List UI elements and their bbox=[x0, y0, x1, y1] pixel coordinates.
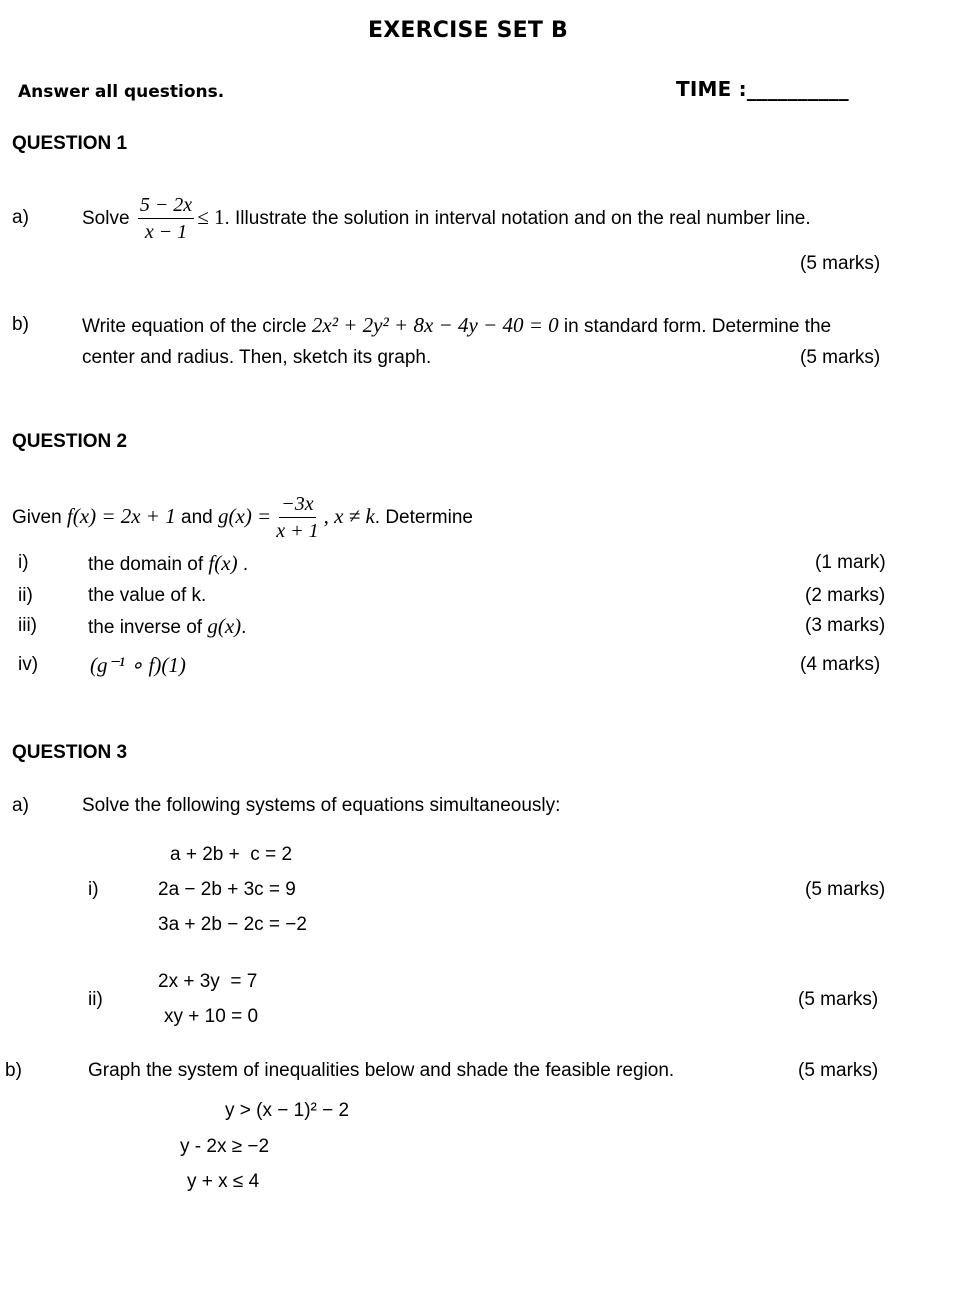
item-math bbox=[208, 551, 237, 575]
q2-item-marks: (1 mark) bbox=[815, 552, 886, 573]
question-2-heading: QUESTION 2 bbox=[12, 431, 128, 452]
q2-given-line bbox=[12, 484, 473, 550]
item-math-text: (g⁻¹ ∘ f)(1) bbox=[90, 653, 186, 677]
equation: xy + 10 = 0 bbox=[164, 1006, 259, 1027]
q3a-text: Solve the following systems of equations simultaneously: bbox=[82, 795, 561, 816]
q1a-solve: Solve bbox=[82, 208, 130, 229]
circle-equation-text: 2x² + 2y² + 8x − 4y − 40 = 0 bbox=[311, 313, 559, 337]
q3a-ii-marks: (5 marks) bbox=[798, 989, 879, 1010]
item-math-text: g(x) bbox=[207, 614, 242, 638]
q1b-text2: in standard form. Determine the bbox=[563, 316, 832, 337]
q1a-label: a) bbox=[12, 207, 29, 228]
g-denominator: x + 1 bbox=[276, 520, 319, 543]
inequality: y + x ≤ 4 bbox=[187, 1171, 260, 1192]
q2-item-text bbox=[88, 615, 246, 639]
f-definition-text: f(x) = 2x + 1 bbox=[66, 504, 176, 528]
fraction-numerator: 5 − 2x bbox=[138, 194, 194, 219]
q2-determine: . Determine bbox=[374, 507, 473, 528]
item-tail: . bbox=[237, 554, 249, 575]
question-1-heading: QUESTION 1 bbox=[12, 133, 128, 154]
item-text: the domain of bbox=[88, 554, 204, 575]
q1b-line2: center and radius. Then, sketch its graph. bbox=[82, 347, 432, 368]
item-text: the inverse of bbox=[88, 617, 203, 638]
equation: 2x + 3y = 7 bbox=[158, 971, 258, 992]
q2-item-label: iv) bbox=[18, 654, 39, 675]
q3a-ii-label: ii) bbox=[88, 989, 103, 1010]
q1a-fraction bbox=[138, 194, 194, 243]
item-tail: . bbox=[241, 617, 247, 638]
q2-item-marks: (4 marks) bbox=[800, 654, 881, 675]
q3b-text: Graph the system of inequalities below and shade the feasible region. bbox=[88, 1060, 675, 1081]
q3a-i-label: i) bbox=[88, 879, 99, 900]
q1a-marks: (5 marks) bbox=[800, 253, 881, 274]
f-definition bbox=[67, 504, 176, 528]
g-condition bbox=[324, 504, 375, 528]
q1b-line1 bbox=[82, 314, 831, 338]
inequality: y > (x − 1)² − 2 bbox=[225, 1100, 350, 1121]
time-blank: __________ bbox=[746, 77, 849, 101]
equation: a + 2b + c = 2 bbox=[170, 844, 293, 865]
q2-item-text bbox=[88, 552, 248, 576]
instruction: Answer all questions. bbox=[18, 82, 225, 102]
g-lhs-text: g(x) = bbox=[218, 504, 272, 528]
equation: 2a − 2b + 3c = 9 bbox=[158, 879, 296, 900]
circle-equation bbox=[312, 313, 559, 337]
g-lhs bbox=[218, 504, 271, 528]
q3b-label: b) bbox=[5, 1060, 22, 1081]
q1a-text bbox=[82, 185, 811, 251]
q1b-label: b) bbox=[12, 314, 29, 335]
q2-item-text: the value of k. bbox=[88, 585, 207, 606]
q3a-i-marks: (5 marks) bbox=[805, 879, 886, 900]
q1a-inequality: ≤ 1 bbox=[197, 205, 225, 229]
g-fraction bbox=[274, 493, 320, 542]
page-title: EXERCISE SET B bbox=[368, 18, 568, 43]
q2-and: and bbox=[181, 507, 213, 528]
fraction-denominator: x − 1 bbox=[144, 221, 188, 244]
g-condition-text: , x ≠ k bbox=[323, 504, 375, 528]
q2-item-label: ii) bbox=[18, 585, 33, 606]
q2-item-marks: (2 marks) bbox=[805, 585, 886, 606]
inequality: y - 2x ≥ −2 bbox=[180, 1136, 270, 1157]
q2-given: Given bbox=[12, 507, 62, 528]
q1b-text1: Write equation of the circle bbox=[82, 316, 307, 337]
q3a-label: a) bbox=[12, 795, 29, 816]
question-3-heading: QUESTION 3 bbox=[12, 742, 128, 763]
time-label: TIME : bbox=[676, 77, 747, 101]
g-numerator: −3x bbox=[279, 493, 315, 518]
item-math-text: f(x) bbox=[208, 551, 238, 575]
q1b-marks: (5 marks) bbox=[800, 347, 881, 368]
q2-item-marks: (3 marks) bbox=[805, 615, 886, 636]
q2-item-label: iii) bbox=[18, 615, 37, 636]
item-math bbox=[207, 614, 241, 638]
q3b-marks: (5 marks) bbox=[798, 1060, 879, 1081]
q1a-instruction: . Illustrate the solution in interval notation and on the real number line. bbox=[224, 208, 811, 229]
q2-item-label: i) bbox=[18, 552, 29, 573]
equation: 3a + 2b − 2c = −2 bbox=[158, 914, 307, 935]
time-field bbox=[676, 78, 849, 100]
q2-item-math bbox=[90, 654, 186, 676]
